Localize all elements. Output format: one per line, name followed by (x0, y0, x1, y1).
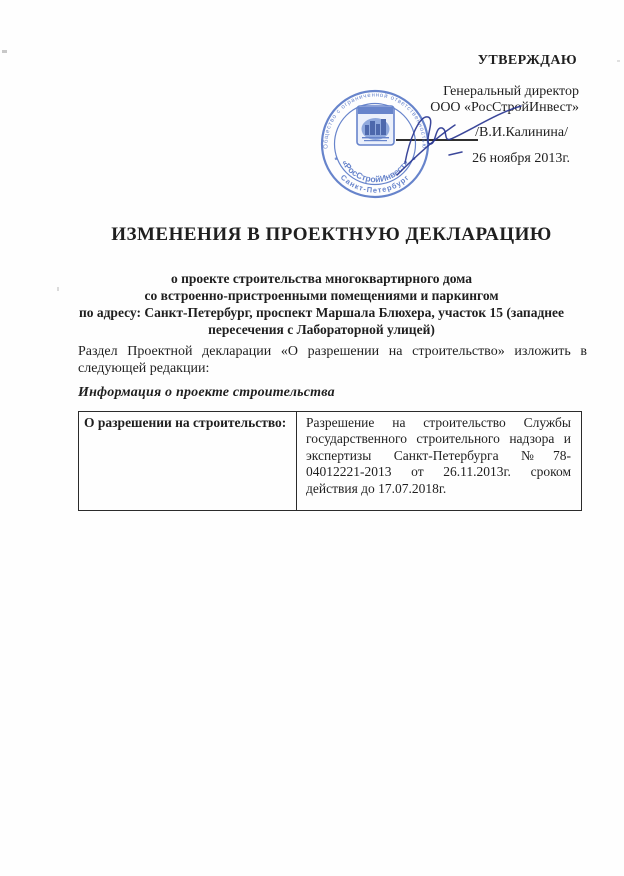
stamp-ring-text: Общество с ограниченной ответственностью (323, 92, 427, 149)
subtitle-line: по адресу: Санкт-Петербург, проспект Маршала Блюхера, участок 15 (западнее (78, 305, 565, 320)
stamp-city-text: Санкт-Петербург (338, 172, 412, 195)
scan-artifact (617, 60, 620, 62)
stamp-star-right: * (412, 156, 416, 165)
section-heading: Информация о проекте строительства (78, 385, 335, 400)
construction-info-table (78, 411, 582, 511)
subtitle-line: о проекте строительства многоквартирного дома (170, 271, 473, 286)
document-subtitle (58, 270, 585, 338)
stamp-company-name: «РосСтройИнвест» (339, 158, 411, 185)
body-paragraph: Раздел Проектной декларации «О разрешении на строительство» изложить в следующей редакции: (78, 344, 587, 376)
scan-artifact (2, 50, 7, 53)
document-title: ИЗМЕНЕНИЯ В ПРОЕКТНУЮ ДЕКЛАРАЦИЮ (111, 224, 552, 245)
director-title: Генеральный директор (443, 84, 579, 99)
permit-label-cell: О разрешении на строительство: (79, 412, 297, 511)
signature-scribble (385, 95, 530, 180)
table-row (79, 412, 582, 511)
signature-ink (385, 95, 530, 180)
subtitle-line: пересечения с Лабораторной улицей) (208, 322, 435, 337)
document-date: 26 ноября 2013г. (472, 151, 570, 166)
permit-value-cell: Разрешение на строительство Службы государственного строительного надзора и экспертизы Санкт-Петербурга №78-04012221-2013 от 26.11.2013г. сроком действия до 17.07.2018г. (297, 412, 582, 511)
approve-label: УТВЕРЖДАЮ (477, 53, 577, 68)
subtitle-line: со встроенно-пристроенными помещениями и паркингом (144, 288, 499, 303)
signature-name: /В.И.Калинина/ (475, 125, 568, 140)
stamp-star-left: * (334, 156, 338, 165)
company-name: ООО «РосСтройИнвест» (430, 100, 579, 115)
